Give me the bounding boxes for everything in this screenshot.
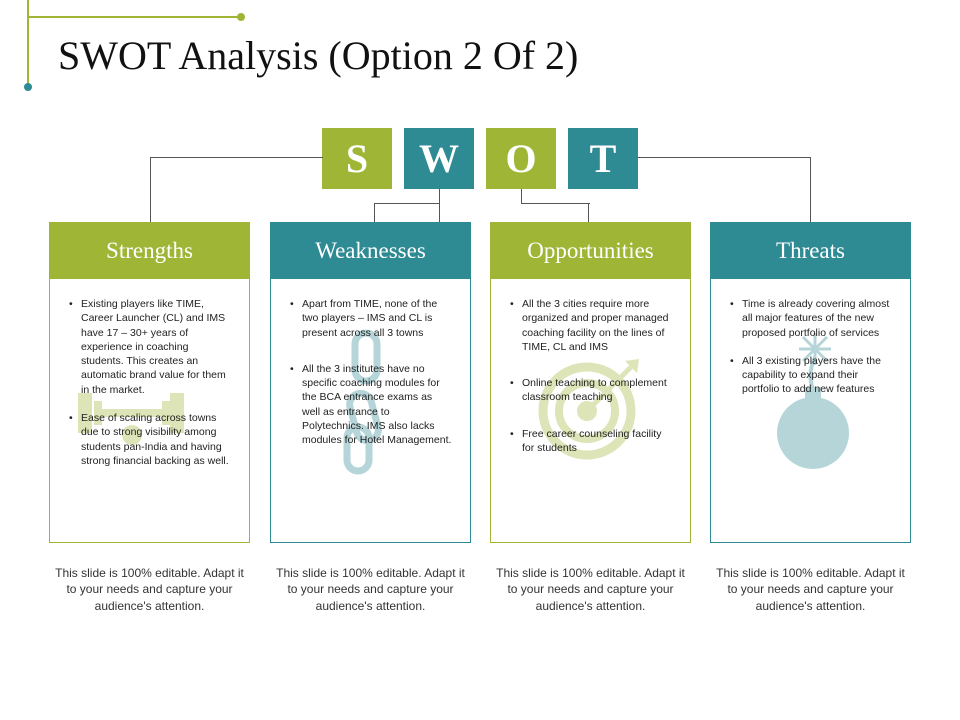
weaknesses-card [270, 222, 471, 543]
list-item: • All the 3 cities require more organized and proper managed coaching facility on the lines of TIME, CL and IMS [508, 297, 672, 354]
connector-opportunities-drop [521, 189, 590, 204]
strengths-caption: This slide is 100% editable. Adapt it to your needs and capture your audience's attention. [55, 566, 244, 613]
opportunities-heading: Opportunities [491, 223, 690, 279]
list-item: • Apart from TIME, none of the two players – IMS and CL is present across all 3 towns [288, 297, 452, 340]
opportunities-card [490, 222, 691, 543]
list-item: • All the 3 institutes have no specific coaching modules for the BCA entrance exams as well as entrance to Polytechnics. IMS also lacks modules for Hotel Management. [288, 362, 452, 448]
list-item: • Time is already covering almost all major features of the new proposed portfolio of services [728, 297, 892, 340]
slide-title: SWOT Analysis (Option 2 Of 2) [58, 33, 579, 78]
opportunities-caption: This slide is 100% editable. Adapt it to your needs and capture your audience's attention. [496, 566, 685, 613]
strengths-card [49, 222, 250, 543]
connector-weaknesses [374, 203, 440, 223]
list-item: • Online teaching to complement classroom teaching [508, 376, 672, 405]
letter-o-box: O [486, 128, 556, 189]
decorative-dot [24, 83, 32, 91]
threats-card [710, 222, 911, 543]
decorative-vertical-line [27, 0, 29, 86]
list-item: • Free career counseling facility for students [508, 427, 672, 456]
decorative-dot [237, 13, 245, 21]
threats-caption: This slide is 100% editable. Adapt it to your needs and capture your audience's attention. [716, 566, 905, 613]
list-item: • Ease of scaling across towns due to strong visibility among students pan-India and having strong financial backing as well. [67, 411, 231, 468]
letter-w-box: W [404, 128, 474, 189]
decorative-horizontal-line [27, 16, 241, 18]
list-item: • All 3 existing players have the capability to expand their portfolio to add new features [728, 354, 892, 397]
letter-t-box: T [568, 128, 638, 189]
list-item: • Existing players like TIME, Career Launcher (CL) and IMS have 17 – 30+ years of experience in coaching students. This creates an automatic brand value for them in the market. [67, 297, 231, 397]
weaknesses-caption: This slide is 100% editable. Adapt it to your needs and capture your audience's attention. [276, 566, 465, 613]
letter-s-box: S [322, 128, 392, 189]
weaknesses-heading: Weaknesses [271, 223, 470, 279]
strengths-heading: Strengths [50, 223, 249, 279]
connector-threats [638, 157, 811, 223]
connector-strengths [150, 157, 323, 223]
connector-opportunities [588, 203, 590, 222]
threats-heading: Threats [711, 223, 910, 279]
